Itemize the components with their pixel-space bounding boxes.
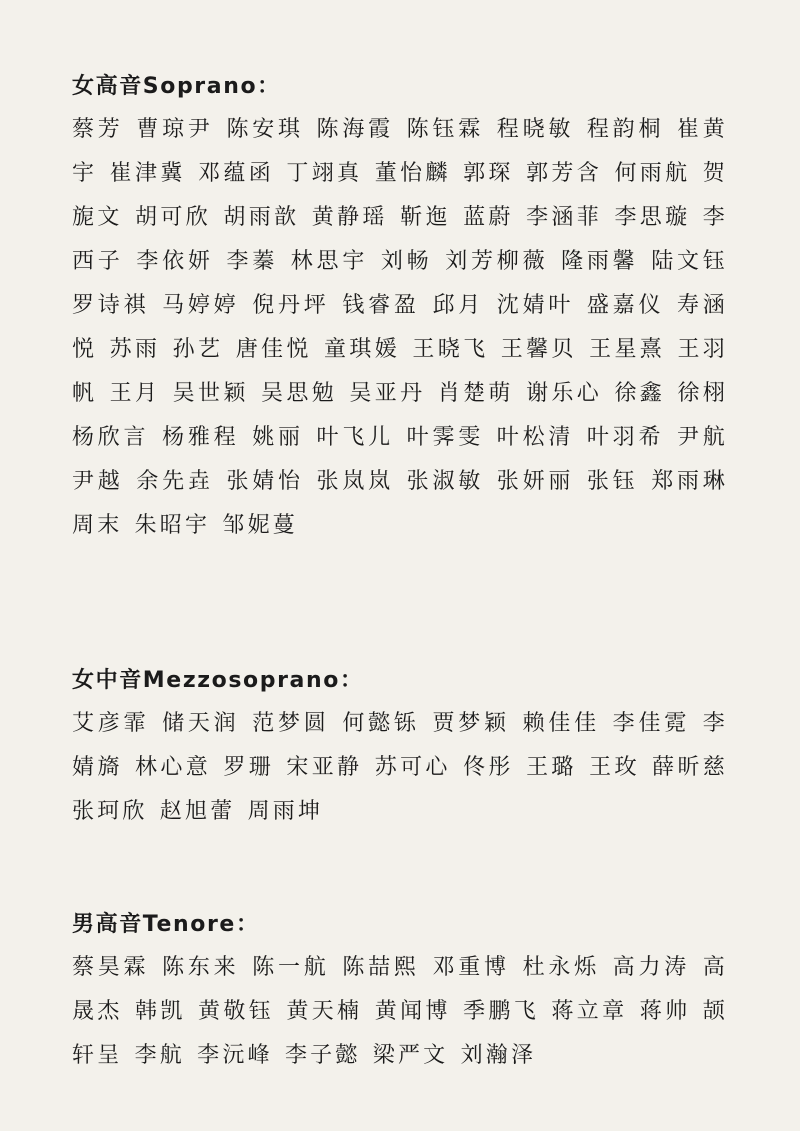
tenore-section <box>72 910 728 1078</box>
mezzosoprano-heading: 女中音Mezzosoprano： <box>72 668 364 693</box>
tenore-names: 蔡昊霖 陈东来 陈一航 陈喆熙 邓重博 杜永烁 高力涛 高晟杰 韩凯 黄敬钰 黄天楠 黄闻博 季鹏飞 蒋立章 蒋帅 颉轩呈 李航 李沅峰 李子懿 梁严文 刘瀚泽 <box>72 955 728 1068</box>
tenore-heading: 男高音Tenore： <box>72 912 260 937</box>
soprano-section <box>72 72 728 548</box>
mezzosoprano-section <box>72 666 728 834</box>
soprano-names: 蔡芳 曹琼尹 陈安琪 陈海霞 陈钰霖 程晓敏 程韵桐 崔黄宇 崔津冀 邓蕴函 丁翊真 董怡麟 郭琛 郭芳含 何雨航 贺旎文 胡可欣 胡雨歆 黄静瑶 靳迤 蓝蔚 李涵菲 李思璇 李西子 李依妍 李蓁 林思宇 刘畅 刘芳柳薇 隆雨馨 陆文钰 罗诗祺 马婷婷 倪丹坪 钱睿盈 邱月 沈婧叶 盛嘉仪 寿涵悦 苏雨 孙艺 唐佳悦 童琪媛 王晓飞 王馨贝 王星熹 王羽帆 王月 吴世颖 吴思勉 吴亚丹 肖楚萌 谢乐心 徐鑫 徐栩 杨欣言 杨雅程 姚丽 叶飞儿 叶霁雯 叶松清 叶羽希 尹航 尹越 余先垚 张婧怡 张岚岚 张淑敏 张妍丽 张钰 郑雨琳 周末 朱昭宇 邹妮蔓 <box>72 117 728 538</box>
mezzosoprano-names: 艾彦霏 储天润 范梦圆 何懿铄 贾梦颖 赖佳佳 李佳霓 李婧旖 林心意 罗珊 宋亚静 苏可心 佟彤 王璐 王玫 薛昕慈 张珂欣 赵旭蕾 周雨坤 <box>72 711 728 824</box>
soprano-heading: 女高音Soprano： <box>72 74 281 99</box>
